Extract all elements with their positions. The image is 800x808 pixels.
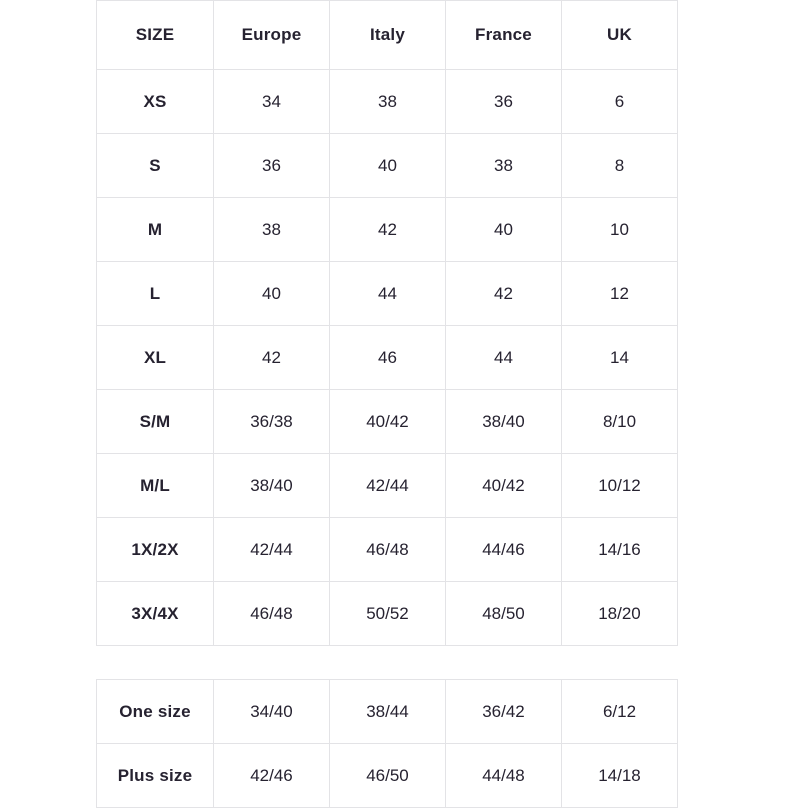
cell-france: 36/42 xyxy=(446,680,562,744)
row-label: L xyxy=(97,262,214,326)
table-header xyxy=(97,1,678,70)
cell-france: 38 xyxy=(446,134,562,198)
cell-uk: 10/12 xyxy=(562,454,678,518)
header-row xyxy=(97,1,678,70)
cell-italy: 46/50 xyxy=(330,744,446,808)
cell-italy: 38/44 xyxy=(330,680,446,744)
cell-italy: 42 xyxy=(330,198,446,262)
cell-italy: 40/42 xyxy=(330,390,446,454)
size-tables-container xyxy=(96,0,678,808)
column-header-italy: Italy xyxy=(330,1,446,70)
cell-italy: 46/48 xyxy=(330,518,446,582)
cell-europe: 40 xyxy=(214,262,330,326)
table-row xyxy=(97,326,678,390)
cell-italy: 46 xyxy=(330,326,446,390)
row-label: One size xyxy=(97,680,214,744)
cell-europe: 34/40 xyxy=(214,680,330,744)
row-label: Plus size xyxy=(97,744,214,808)
cell-europe: 34 xyxy=(214,70,330,134)
cell-europe: 42/46 xyxy=(214,744,330,808)
cell-europe: 46/48 xyxy=(214,582,330,646)
cell-france: 40/42 xyxy=(446,454,562,518)
cell-europe: 36 xyxy=(214,134,330,198)
cell-france: 44 xyxy=(446,326,562,390)
cell-uk: 6/12 xyxy=(562,680,678,744)
table-row xyxy=(97,454,678,518)
cell-europe: 42/44 xyxy=(214,518,330,582)
row-label: 1X/2X xyxy=(97,518,214,582)
cell-france: 38/40 xyxy=(446,390,562,454)
table-row xyxy=(97,582,678,646)
cell-uk: 6 xyxy=(562,70,678,134)
cell-europe: 38 xyxy=(214,198,330,262)
table-row xyxy=(97,744,678,808)
table-row xyxy=(97,262,678,326)
table-row xyxy=(97,680,678,744)
table-row xyxy=(97,70,678,134)
cell-uk: 14/18 xyxy=(562,744,678,808)
size-conversion-table xyxy=(96,0,678,646)
row-label: XL xyxy=(97,326,214,390)
table-body xyxy=(97,680,678,808)
table-row xyxy=(97,390,678,454)
row-label: M xyxy=(97,198,214,262)
cell-france: 42 xyxy=(446,262,562,326)
cell-uk: 18/20 xyxy=(562,582,678,646)
table-row xyxy=(97,198,678,262)
cell-europe: 38/40 xyxy=(214,454,330,518)
cell-uk: 8 xyxy=(562,134,678,198)
column-header-europe: Europe xyxy=(214,1,330,70)
cell-italy: 50/52 xyxy=(330,582,446,646)
cell-europe: 36/38 xyxy=(214,390,330,454)
cell-italy: 44 xyxy=(330,262,446,326)
cell-france: 44/48 xyxy=(446,744,562,808)
cell-uk: 10 xyxy=(562,198,678,262)
cell-italy: 38 xyxy=(330,70,446,134)
table-body xyxy=(97,70,678,646)
cell-uk: 14 xyxy=(562,326,678,390)
cell-uk: 14/16 xyxy=(562,518,678,582)
cell-uk: 12 xyxy=(562,262,678,326)
row-label: S/M xyxy=(97,390,214,454)
table-gap-divider xyxy=(96,646,678,679)
cell-france: 40 xyxy=(446,198,562,262)
row-label: M/L xyxy=(97,454,214,518)
row-label: XS xyxy=(97,70,214,134)
column-header-size: SIZE xyxy=(97,1,214,70)
cell-italy: 40 xyxy=(330,134,446,198)
column-header-uk: UK xyxy=(562,1,678,70)
column-header-france: France xyxy=(446,1,562,70)
table-row xyxy=(97,518,678,582)
cell-uk: 8/10 xyxy=(562,390,678,454)
row-label: 3X/4X xyxy=(97,582,214,646)
table-row xyxy=(97,134,678,198)
generic-size-table xyxy=(96,679,678,808)
row-label: S xyxy=(97,134,214,198)
cell-france: 44/46 xyxy=(446,518,562,582)
cell-europe: 42 xyxy=(214,326,330,390)
cell-italy: 42/44 xyxy=(330,454,446,518)
cell-france: 36 xyxy=(446,70,562,134)
cell-france: 48/50 xyxy=(446,582,562,646)
